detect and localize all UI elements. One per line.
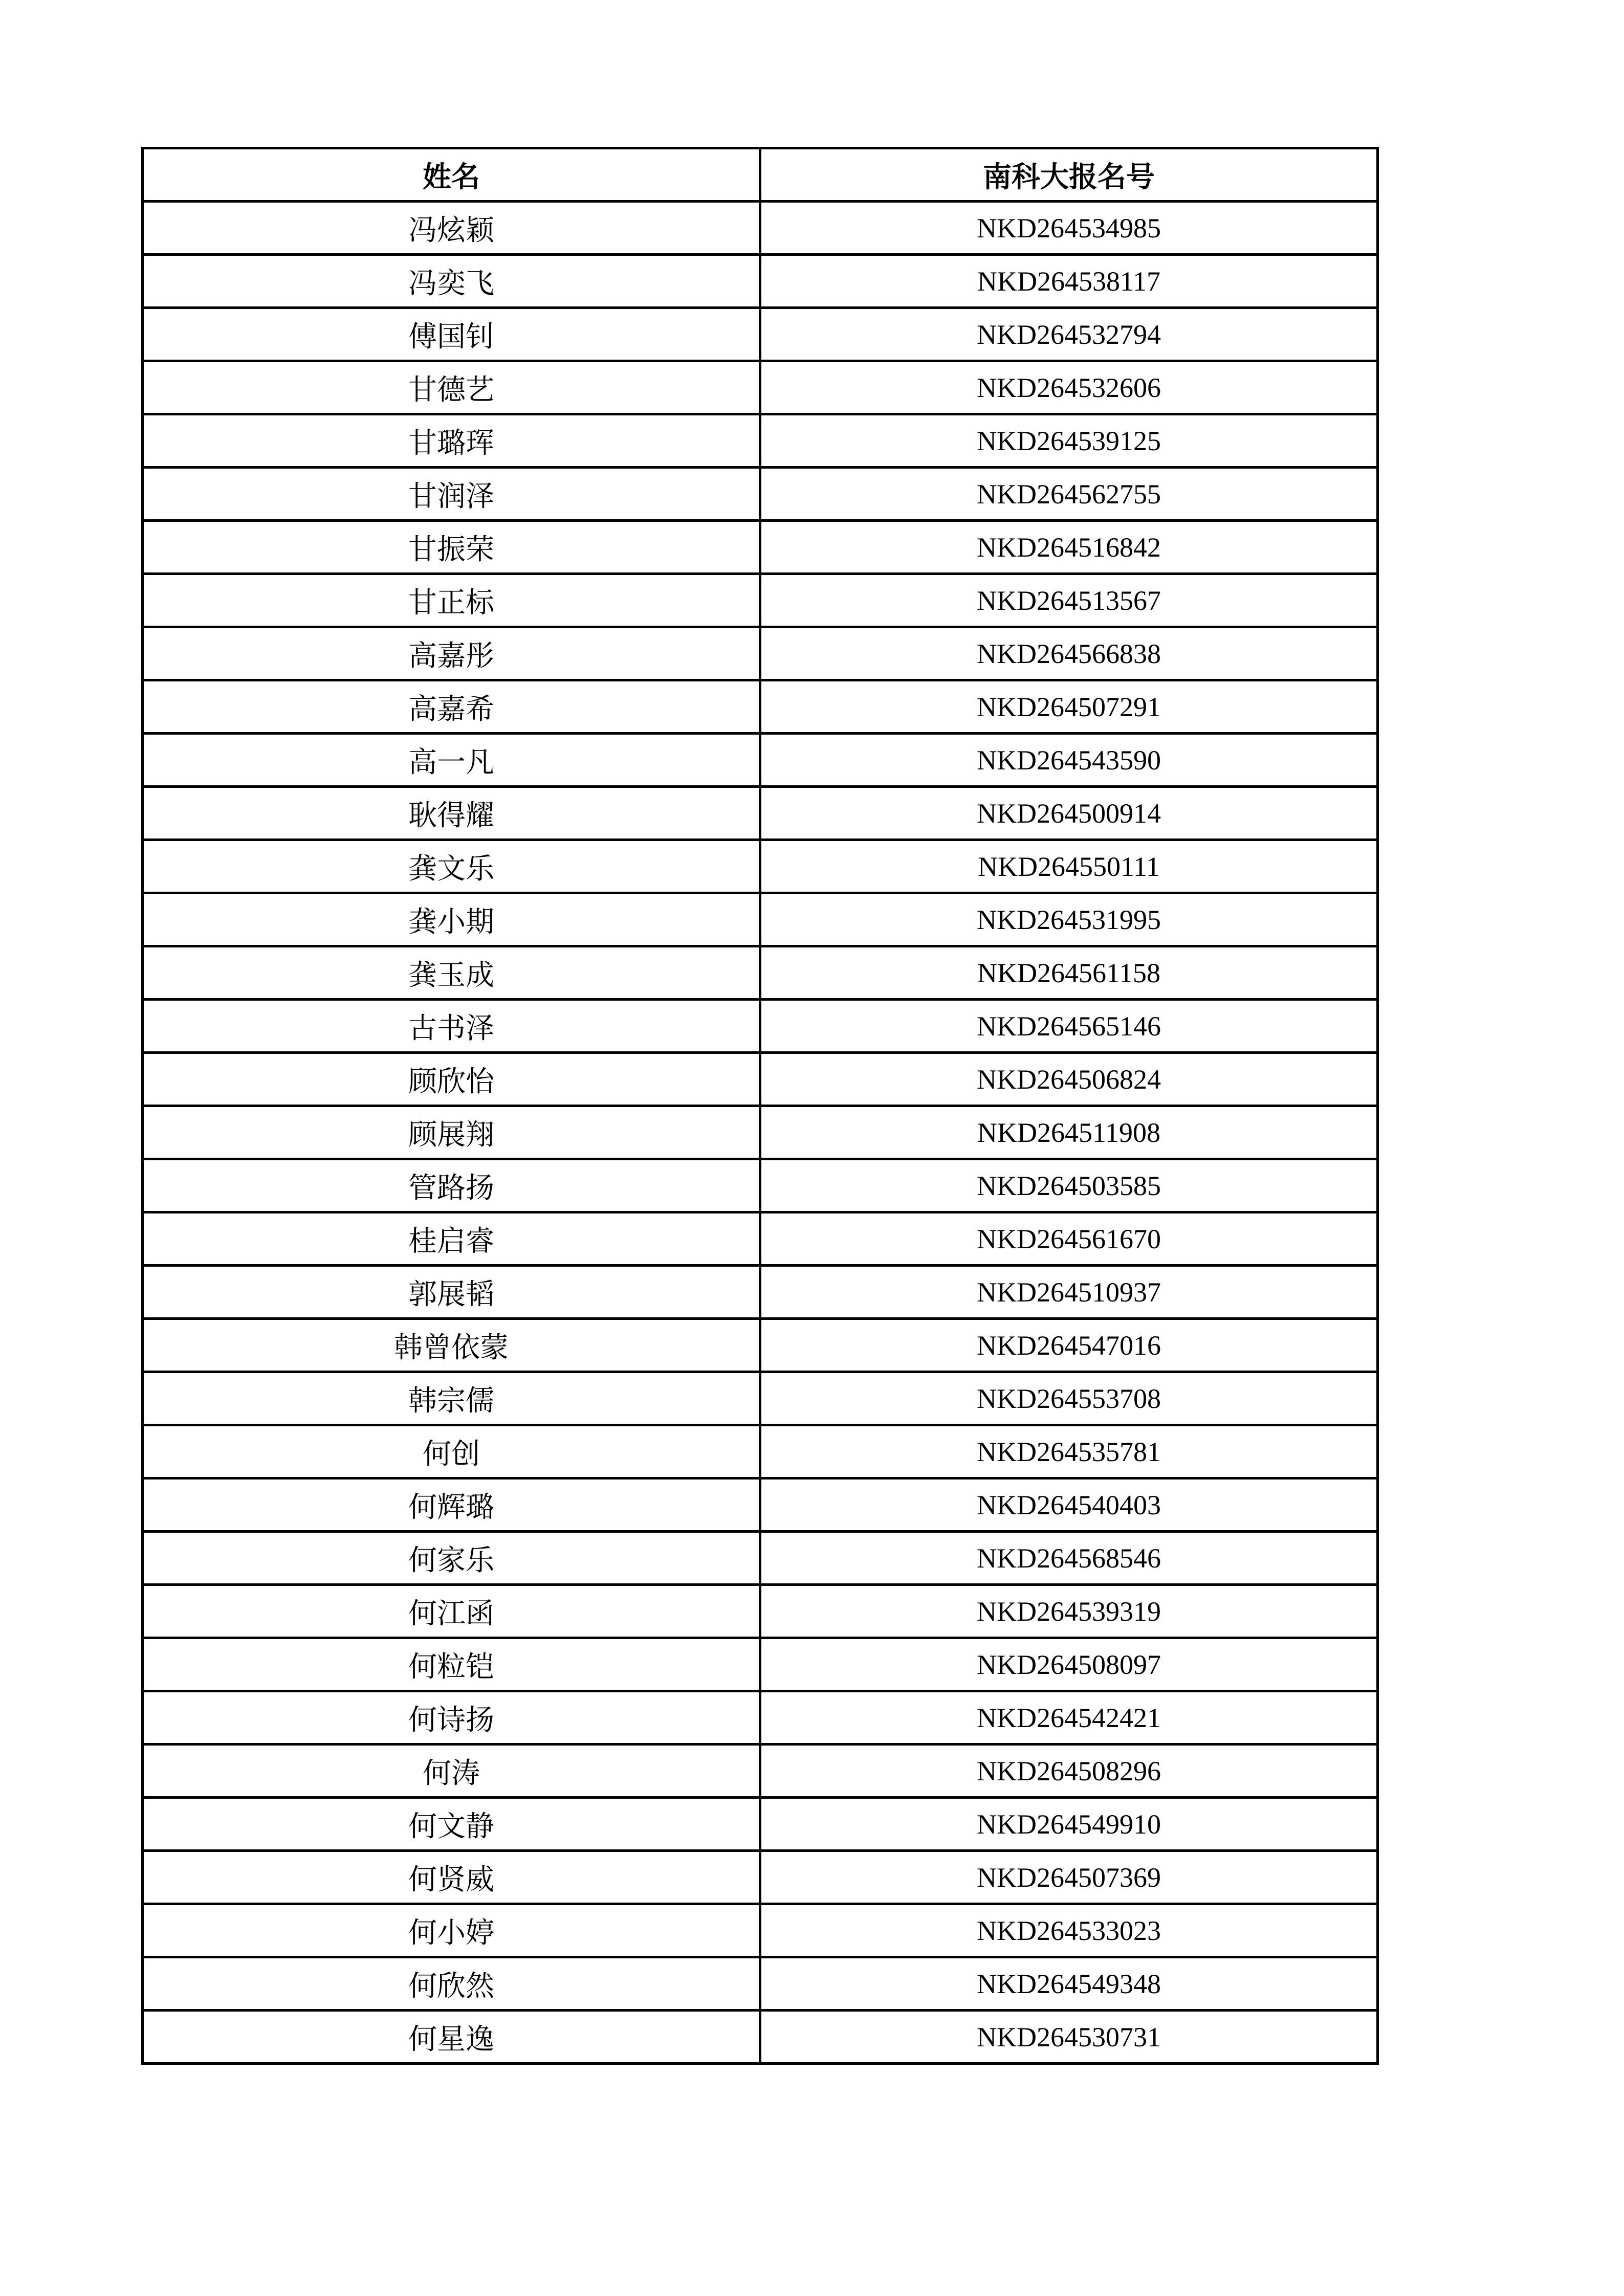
registration-number-cell: NKD264508296 <box>760 1745 1378 1798</box>
table-body <box>143 202 1378 2064</box>
student-name-cell: 何星逸 <box>143 2011 760 2064</box>
student-name-cell: 高一凡 <box>143 734 760 787</box>
student-name-cell: 何诗扬 <box>143 1691 760 1745</box>
student-name-cell: 龚文乐 <box>143 840 760 893</box>
registration-number-cell: NKD264506824 <box>760 1053 1378 1106</box>
student-name-cell: 桂启睿 <box>143 1212 760 1266</box>
student-name-cell: 何家乐 <box>143 1532 760 1585</box>
student-name-cell: 何文静 <box>143 1798 760 1851</box>
table-row <box>143 1957 1378 2011</box>
registration-number-cell: NKD264565146 <box>760 1000 1378 1053</box>
student-name-cell: 何小婷 <box>143 1904 760 1957</box>
student-name-cell: 韩曾依蒙 <box>143 1319 760 1372</box>
table-row <box>143 1000 1378 1053</box>
registration-number-cell: NKD264511908 <box>760 1106 1378 1159</box>
registration-number-cell: NKD264547016 <box>760 1319 1378 1372</box>
table-row <box>143 1372 1378 1425</box>
registration-number-cell: NKD264531995 <box>760 893 1378 946</box>
table-row <box>143 946 1378 1000</box>
student-name-cell: 甘润泽 <box>143 468 760 521</box>
roster-table <box>141 147 1379 2065</box>
registration-number-cell: NKD264508097 <box>760 1638 1378 1691</box>
student-name-cell: 高嘉彤 <box>143 627 760 680</box>
table-row <box>143 1319 1378 1372</box>
student-name-cell: 甘正标 <box>143 574 760 627</box>
registration-number-cell: NKD264568546 <box>760 1532 1378 1585</box>
registration-number-cell: NKD264533023 <box>760 1904 1378 1957</box>
table-row <box>143 1106 1378 1159</box>
table-row <box>143 414 1378 468</box>
registration-number-cell: NKD264532794 <box>760 308 1378 361</box>
student-name-cell: 甘璐珲 <box>143 414 760 468</box>
table-row <box>143 1691 1378 1745</box>
table-row <box>143 308 1378 361</box>
table-row <box>143 734 1378 787</box>
student-name-cell: 冯炫颖 <box>143 202 760 255</box>
registration-number-cell: NKD264516842 <box>760 521 1378 574</box>
registration-number-cell: NKD264507291 <box>760 680 1378 734</box>
table-row <box>143 1638 1378 1691</box>
table-row <box>143 2011 1378 2064</box>
table-row <box>143 680 1378 734</box>
table-row <box>143 840 1378 893</box>
table-row <box>143 1851 1378 1904</box>
student-name-cell: 何粒铠 <box>143 1638 760 1691</box>
registration-number-cell: NKD264535781 <box>760 1425 1378 1478</box>
registration-number-cell: NKD264513567 <box>760 574 1378 627</box>
student-name-cell: 何江函 <box>143 1585 760 1638</box>
column-header-registration-number: 南科大报名号 <box>760 148 1378 202</box>
student-name-cell: 顾欣怡 <box>143 1053 760 1106</box>
table-row <box>143 468 1378 521</box>
registration-number-cell: NKD264550111 <box>760 840 1378 893</box>
registration-number-cell: NKD264530731 <box>760 2011 1378 2064</box>
registration-number-cell: NKD264561158 <box>760 946 1378 1000</box>
student-name-cell: 何辉璐 <box>143 1478 760 1532</box>
table-row <box>143 255 1378 308</box>
registration-number-cell: NKD264500914 <box>760 787 1378 840</box>
registration-number-cell: NKD264510937 <box>760 1266 1378 1319</box>
table-row <box>143 1904 1378 1957</box>
table-row <box>143 521 1378 574</box>
student-name-cell: 管路扬 <box>143 1159 760 1212</box>
column-header-name: 姓名 <box>143 148 760 202</box>
registration-number-cell: NKD264553708 <box>760 1372 1378 1425</box>
registration-number-cell: NKD264539125 <box>760 414 1378 468</box>
student-name-cell: 傅国钊 <box>143 308 760 361</box>
table-row <box>143 1212 1378 1266</box>
table-row <box>143 1425 1378 1478</box>
student-name-cell: 冯奕飞 <box>143 255 760 308</box>
registration-number-cell: NKD264534985 <box>760 202 1378 255</box>
registration-number-cell: NKD264549910 <box>760 1798 1378 1851</box>
table-header-row <box>143 148 1378 202</box>
student-name-cell: 何创 <box>143 1425 760 1478</box>
table-row <box>143 787 1378 840</box>
student-name-cell: 高嘉希 <box>143 680 760 734</box>
student-name-cell: 韩宗儒 <box>143 1372 760 1425</box>
registration-number-cell: NKD264538117 <box>760 255 1378 308</box>
student-name-cell: 古书泽 <box>143 1000 760 1053</box>
registration-number-cell: NKD264542421 <box>760 1691 1378 1745</box>
registration-number-cell: NKD264561670 <box>760 1212 1378 1266</box>
table-row <box>143 574 1378 627</box>
table-row <box>143 361 1378 414</box>
student-name-cell: 何贤威 <box>143 1851 760 1904</box>
table-row <box>143 1478 1378 1532</box>
student-name-cell: 龚玉成 <box>143 946 760 1000</box>
registration-number-cell: NKD264549348 <box>760 1957 1378 2011</box>
table-row <box>143 1532 1378 1585</box>
student-name-cell: 甘振荣 <box>143 521 760 574</box>
student-name-cell: 郭展韬 <box>143 1266 760 1319</box>
student-name-cell: 甘德艺 <box>143 361 760 414</box>
student-name-cell: 何欣然 <box>143 1957 760 2011</box>
table-row <box>143 1585 1378 1638</box>
registration-number-cell: NKD264543590 <box>760 734 1378 787</box>
table-row <box>143 1745 1378 1798</box>
student-name-cell: 何涛 <box>143 1745 760 1798</box>
registration-number-cell: NKD264562755 <box>760 468 1378 521</box>
registration-number-cell: NKD264539319 <box>760 1585 1378 1638</box>
student-name-cell: 耿得耀 <box>143 787 760 840</box>
table-row <box>143 1798 1378 1851</box>
registration-number-cell: NKD264566838 <box>760 627 1378 680</box>
table-row <box>143 1266 1378 1319</box>
table-row <box>143 202 1378 255</box>
registration-number-cell: NKD264503585 <box>760 1159 1378 1212</box>
table-row <box>143 1159 1378 1212</box>
registration-number-cell: NKD264507369 <box>760 1851 1378 1904</box>
registration-number-cell: NKD264540403 <box>760 1478 1378 1532</box>
student-name-cell: 顾展翔 <box>143 1106 760 1159</box>
registration-number-cell: NKD264532606 <box>760 361 1378 414</box>
table-row <box>143 627 1378 680</box>
table-row <box>143 1053 1378 1106</box>
student-name-cell: 龚小期 <box>143 893 760 946</box>
table-row <box>143 893 1378 946</box>
